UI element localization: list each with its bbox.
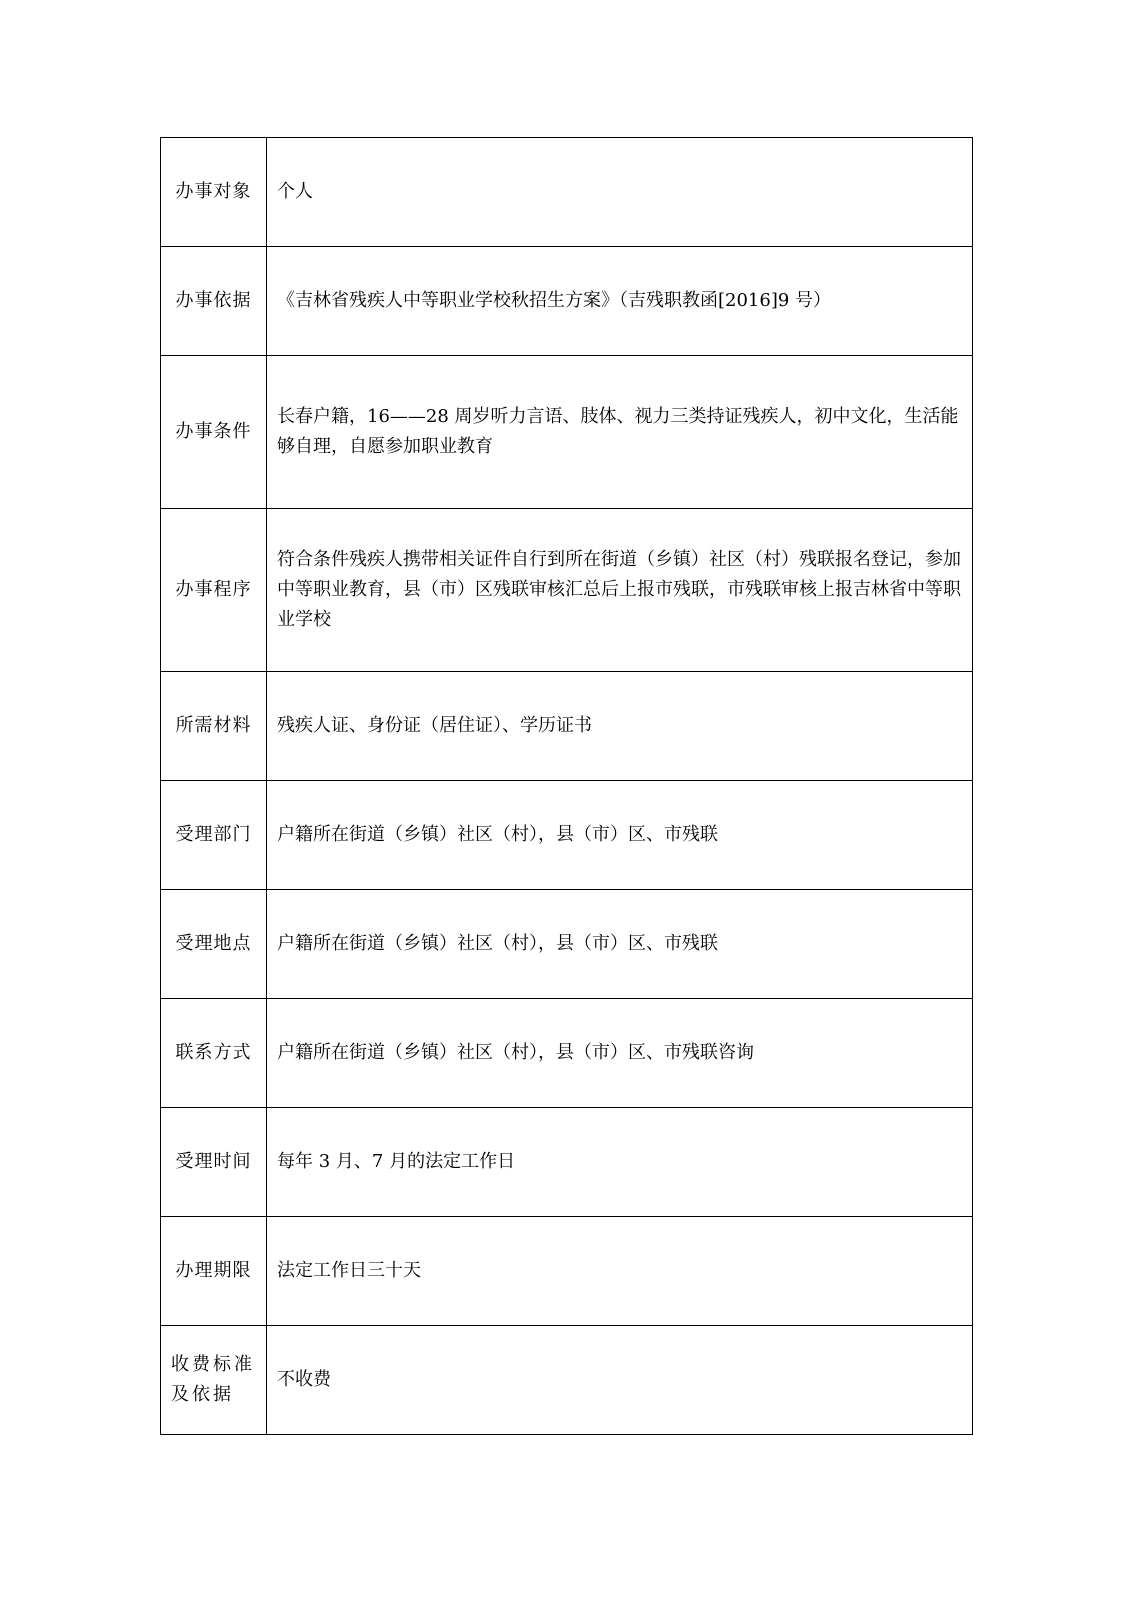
service-info-table (160, 137, 973, 1435)
row-value: 户籍所在街道（乡镇）社区（村），县（市）区、市残联咨询 (267, 999, 973, 1108)
row-value: 个人 (267, 138, 973, 247)
row-label: 办事对象 (161, 138, 267, 247)
table-row (161, 509, 973, 672)
row-value: 户籍所在街道（乡镇）社区（村），县（市）区、市残联 (267, 890, 973, 999)
table-row (161, 356, 973, 509)
row-value: 长春户籍，16——28 周岁听力言语、肢体、视力三类持证残疾人，初中文化，生活能够自理，自愿参加职业教育 (267, 356, 973, 509)
table-row (161, 1217, 973, 1326)
table-row (161, 1326, 973, 1435)
row-label: 受理部门 (161, 781, 267, 890)
row-label: 办理期限 (161, 1217, 267, 1326)
row-label: 办事程序 (161, 509, 267, 672)
table-row (161, 138, 973, 247)
row-value: 法定工作日三十天 (267, 1217, 973, 1326)
table-row (161, 247, 973, 356)
row-value: 每年 3 月、7 月的法定工作日 (267, 1108, 973, 1217)
table-row (161, 890, 973, 999)
row-label: 收费标准及依据 (161, 1326, 267, 1435)
row-value: 符合条件残疾人携带相关证件自行到所在街道（乡镇）社区（村）残联报名登记，参加中等职业教育，县（市）区残联审核汇总后上报市残联，市残联审核上报吉林省中等职业学校 (267, 509, 973, 672)
table-row (161, 999, 973, 1108)
row-label: 办事条件 (161, 356, 267, 509)
table-row (161, 672, 973, 781)
row-value: 不收费 (267, 1326, 973, 1435)
row-label: 办事依据 (161, 247, 267, 356)
row-value: 户籍所在街道（乡镇）社区（村），县（市）区、市残联 (267, 781, 973, 890)
row-value: 残疾人证、身份证（居住证）、学历证书 (267, 672, 973, 781)
row-label: 联系方式 (161, 999, 267, 1108)
row-label: 受理地点 (161, 890, 267, 999)
table-row (161, 1108, 973, 1217)
table-row (161, 781, 973, 890)
row-label: 受理时间 (161, 1108, 267, 1217)
row-label: 所需材料 (161, 672, 267, 781)
row-value: 《吉林省残疾人中等职业学校秋招生方案》（吉残职教函[2016]9 号） (267, 247, 973, 356)
